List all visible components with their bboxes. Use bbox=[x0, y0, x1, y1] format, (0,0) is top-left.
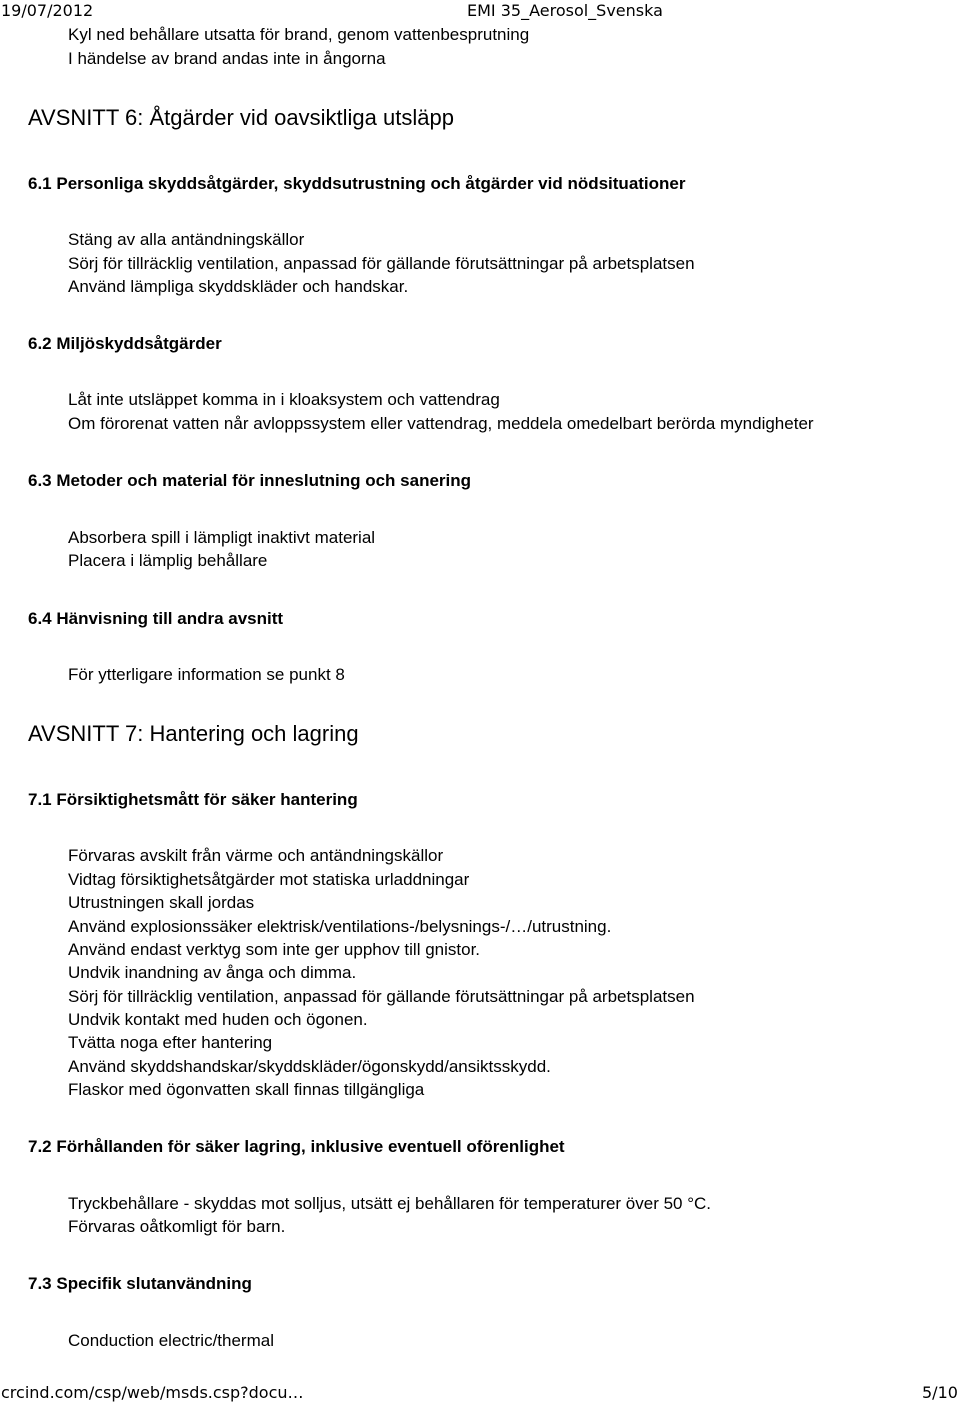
text-line: Sörj för tillräcklig ventilation, anpassad för gällande förutsättningar på arbetsplatsen bbox=[68, 254, 695, 273]
subsection-6-4-heading: 6.4 Hänvisning till andra avsnitt bbox=[28, 609, 284, 628]
section-6-title: AVSNITT 6: Åtgärder vid oavsiktliga utsläpp bbox=[28, 105, 454, 130]
subsection-7-1-heading: 7.1 Försiktighetsmått för säker hantering bbox=[28, 790, 358, 809]
text-line: Använd skyddshandskar/skyddskläder/ögonskydd/ansiktsskydd. bbox=[68, 1057, 551, 1076]
document-title: EMI 35_Aerosol_Svenska bbox=[467, 1, 663, 20]
subsection-6-3-heading: 6.3 Metoder och material för inneslutning och sanering bbox=[28, 471, 472, 490]
text-line: Använd endast verktyg som inte ger upphov till gnistor. bbox=[68, 940, 481, 959]
text-line: I händelse av brand andas inte in ångorna bbox=[68, 49, 386, 68]
page-number: 5/10 bbox=[922, 1383, 958, 1402]
source-url: crcind.com/csp/web/msds.csp?docu… bbox=[1, 1383, 304, 1402]
text-line: Stäng av alla antändningskällor bbox=[68, 230, 305, 249]
section-7-title: AVSNITT 7: Hantering och lagring bbox=[28, 721, 359, 746]
text-line: Undvik kontakt med huden och ögonen. bbox=[68, 1010, 368, 1029]
text-line: Förvaras oåtkomligt för barn. bbox=[68, 1217, 286, 1236]
subsection-7-2-heading: 7.2 Förhållanden för säker lagring, inklusive eventuell oförenlighet bbox=[28, 1137, 565, 1156]
print-date: 19/07/2012 bbox=[1, 1, 94, 20]
text-line: Låt inte utsläppet komma in i kloaksystem och vattendrag bbox=[68, 390, 500, 409]
text-line: Placera i lämplig behållare bbox=[68, 551, 268, 570]
text-line: Vidtag försiktighetsåtgärder mot statiska urladdningar bbox=[68, 870, 470, 889]
text-line: Utrustningen skall jordas bbox=[68, 893, 255, 912]
subsection-6-2-heading: 6.2 Miljöskyddsåtgärder bbox=[28, 334, 222, 353]
subsection-6-1-heading: 6.1 Personliga skyddsåtgärder, skyddsutrustning och åtgärder vid nödsituationer bbox=[28, 174, 686, 193]
text-line: Förvaras avskilt från värme och antändningskällor bbox=[68, 846, 444, 865]
text-line: Använd lämpliga skyddskläder och handskar. bbox=[68, 277, 409, 296]
text-line: För ytterligare information se punkt 8 bbox=[68, 665, 345, 684]
text-line: Om förorenat vatten når avloppssystem eller vattendrag, meddela omedelbart berörda myndigheter bbox=[68, 414, 814, 433]
text-line: Sörj för tillräcklig ventilation, anpassad för gällande förutsättningar på arbetsplatsen bbox=[68, 987, 695, 1006]
text-line: Flaskor med ögonvatten skall finnas tillgängliga bbox=[68, 1080, 425, 1099]
text-line: Undvik inandning av ånga och dimma. bbox=[68, 963, 357, 982]
text-line: Använd explosionssäker elektrisk/ventilations-/belysnings-/…/utrustning. bbox=[68, 917, 612, 936]
subsection-7-3-heading: 7.3 Specifik slutanvändning bbox=[28, 1274, 252, 1293]
text-line: Tvätta noga efter hantering bbox=[68, 1033, 273, 1052]
text-line: Tryckbehållare - skyddas mot solljus, utsätt ej behållaren för temperaturer över 50 °C. bbox=[68, 1194, 712, 1213]
text-line: Absorbera spill i lämpligt inaktivt material bbox=[68, 528, 376, 547]
text-line: Conduction electric/thermal bbox=[68, 1331, 274, 1350]
text-line: Kyl ned behållare utsatta för brand, genom vattenbesprutning bbox=[68, 25, 530, 44]
